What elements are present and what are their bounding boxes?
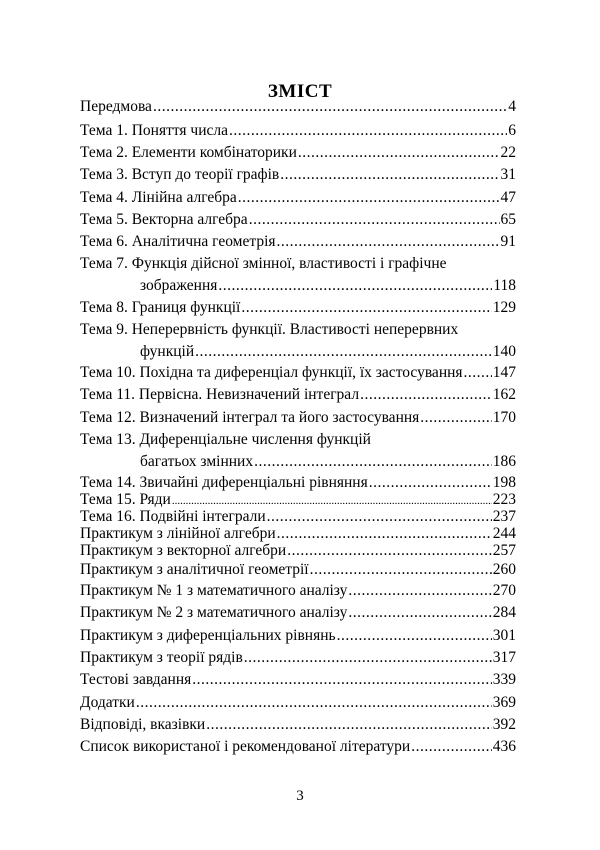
- leader-dots: [348, 602, 491, 624]
- toc-entry-label-continued: функцій: [140, 343, 195, 360]
- toc-entry-practicum-analytic-geometry: [80, 559, 516, 581]
- toc-entry-label: Тема 9. Неперервність функції. Властивості неперервних: [80, 321, 459, 338]
- toc-entry-tests: [80, 669, 516, 691]
- leader-dots: [229, 120, 507, 142]
- toc-entry-page: 244: [492, 525, 516, 542]
- toc-entry-label: Практикум з векторної алгебри: [80, 542, 287, 559]
- page-title: ЗМІСТ: [267, 81, 333, 102]
- toc-entry-practicum-analysis-1: [80, 580, 516, 602]
- toc-entry-page: 237: [492, 508, 516, 525]
- leader-dots: [420, 407, 491, 429]
- toc-entry-page: 170: [492, 409, 516, 426]
- toc-entry-topic-12: [80, 407, 516, 429]
- toc-entry-topic-6: [80, 231, 516, 253]
- leader-dots: [238, 187, 500, 209]
- toc-entry-label: Тема 4. Лінійна алгебра: [80, 189, 237, 206]
- toc-entry-topic-13: [80, 429, 516, 473]
- toc-entry-label: Тестові завдання: [80, 671, 192, 688]
- toc-entry-page: 118: [493, 277, 516, 294]
- toc-entry-label: Тема 14. Звичайні диференціальні рівняння: [80, 474, 368, 491]
- leader-dots: [244, 647, 492, 669]
- toc-entry-label: Тема 7. Функція дійсної змінної, властивості і графічне: [80, 255, 447, 272]
- toc-entry-topic-10: [80, 362, 516, 384]
- toc-entry-page: 186: [492, 453, 516, 470]
- toc-entry-label: Додатки: [80, 694, 135, 711]
- toc-entry-label: Практикум з диференціальних рівнянь: [80, 627, 336, 644]
- toc-entry-label: Тема 15. Ряди: [80, 491, 171, 508]
- toc-entry-page: 317: [492, 649, 516, 666]
- toc-entry-answers: [80, 714, 516, 736]
- toc-entry-topic-9: [80, 319, 516, 363]
- toc-entry-page: 162: [492, 386, 516, 403]
- toc-entry-label: Практикум з аналітичної геометрії: [80, 561, 309, 578]
- toc-entry-label: Тема 16. Подвійні інтеграли: [80, 508, 266, 525]
- toc-entry-label: Тема 13. Диференціальне числення функцій: [80, 431, 371, 448]
- leader-dots: [206, 714, 492, 736]
- leader-dots: [464, 362, 492, 384]
- toc-entry-label: Передмова: [80, 98, 152, 115]
- toc-entry-label: Список використаної і рекомендованої літератури: [80, 738, 411, 755]
- toc-entry-page: 4: [508, 98, 516, 115]
- toc-entry-page: 198: [492, 474, 516, 491]
- toc-entry-page: 260: [492, 561, 516, 578]
- toc-entry-label: Тема 6. Аналітична геометрія: [80, 233, 276, 250]
- toc-entry-topic-8: [80, 297, 516, 319]
- toc-entry-topic-7: [80, 253, 516, 297]
- toc-entry-page: 31: [500, 166, 516, 183]
- toc-entry-topic-2: [80, 142, 516, 164]
- toc-entry-label-continued: багатьох змінних: [140, 453, 254, 470]
- toc-entry-label-continued: зображення: [140, 277, 218, 294]
- toc-entry-page: 47: [500, 189, 516, 206]
- toc-entry-page: 369: [492, 694, 516, 711]
- toc-entry-page: 140: [492, 343, 516, 360]
- toc-entry-page: 392: [492, 716, 516, 733]
- toc-entry-page: 147: [492, 364, 516, 381]
- toc-entry-label: Тема 8. Границя функції: [80, 299, 241, 316]
- leader-dots: [241, 297, 491, 319]
- toc-entry-label: Тема 5. Векторна алгебра: [80, 211, 248, 228]
- toc-entry-page: 22: [500, 144, 516, 161]
- toc-entry-page: 6: [508, 122, 516, 139]
- toc-entry-page: 91: [500, 233, 516, 250]
- toc-entry-preface: [80, 96, 516, 118]
- toc-entry-label: Практикум з теорії рядів: [80, 649, 243, 666]
- toc-entry-references: [80, 736, 516, 758]
- leader-dots: [298, 142, 500, 164]
- leader-dots: [337, 625, 492, 647]
- leader-dots: [254, 451, 492, 473]
- toc-entry-page: 284: [492, 604, 516, 621]
- toc-entry-label: Тема 10. Похідна та диференціал функції, їх застосування: [80, 364, 463, 381]
- leader-dots: [136, 692, 492, 714]
- toc-entry-page: 129: [492, 299, 516, 316]
- toc-entry-label: Тема 3. Вступ до теорії графів: [80, 166, 280, 183]
- leader-dots: [348, 580, 491, 602]
- toc-entry-label: Тема 1. Поняття числа: [80, 122, 229, 139]
- toc-entry-topic-4: [80, 187, 516, 209]
- toc-entry-label: Практикум з лінійної алгебри: [80, 525, 276, 542]
- toc-entry-label: Тема 12. Визначений інтеграл та його застосування: [80, 409, 420, 426]
- toc-entry-page: 270: [492, 582, 516, 599]
- leader-dots: [218, 275, 492, 297]
- toc-entry-label: Практикум № 2 з математичного аналізу: [80, 604, 348, 621]
- leader-dots: [277, 231, 500, 253]
- toc-entry-page: 257: [492, 542, 516, 559]
- toc-entry-appendices: [80, 692, 516, 714]
- leader-dots: [195, 341, 492, 363]
- toc-entry-page: 223: [492, 491, 516, 508]
- leader-dots: [310, 559, 492, 581]
- toc-entry-topic-5: [80, 209, 516, 231]
- toc-entry-label: Тема 11. Первісна. Невизначений інтеграл: [80, 386, 360, 403]
- page-number: 3: [296, 788, 304, 804]
- leader-dots: [360, 384, 492, 406]
- leader-dots: [192, 669, 491, 691]
- toc-entry-label: Відповіді, вказівки: [80, 716, 206, 733]
- toc-entry-page: 339: [492, 671, 516, 688]
- leader-dots: [153, 96, 507, 118]
- toc-entry-page: 436: [492, 738, 516, 755]
- leader-dots: [411, 736, 492, 758]
- leader-dots: [280, 164, 499, 186]
- leader-dots: [249, 209, 500, 231]
- toc-entry-page: 301: [492, 627, 516, 644]
- toc-entry-topic-1: [80, 120, 516, 142]
- toc-entry-label: Практикум № 1 з математичного аналізу: [80, 582, 348, 599]
- toc-entry-page: 65: [500, 211, 516, 228]
- toc-entry-label: Тема 2. Елементи комбінаторики: [80, 144, 297, 161]
- toc-entry-practicum-analysis-2: [80, 602, 516, 624]
- toc-entry-topic-11: [80, 384, 516, 406]
- toc-entry-practicum-series: [80, 647, 516, 669]
- toc-entry-practicum-differential-equations: [80, 625, 516, 647]
- toc-entry-topic-3: [80, 164, 516, 186]
